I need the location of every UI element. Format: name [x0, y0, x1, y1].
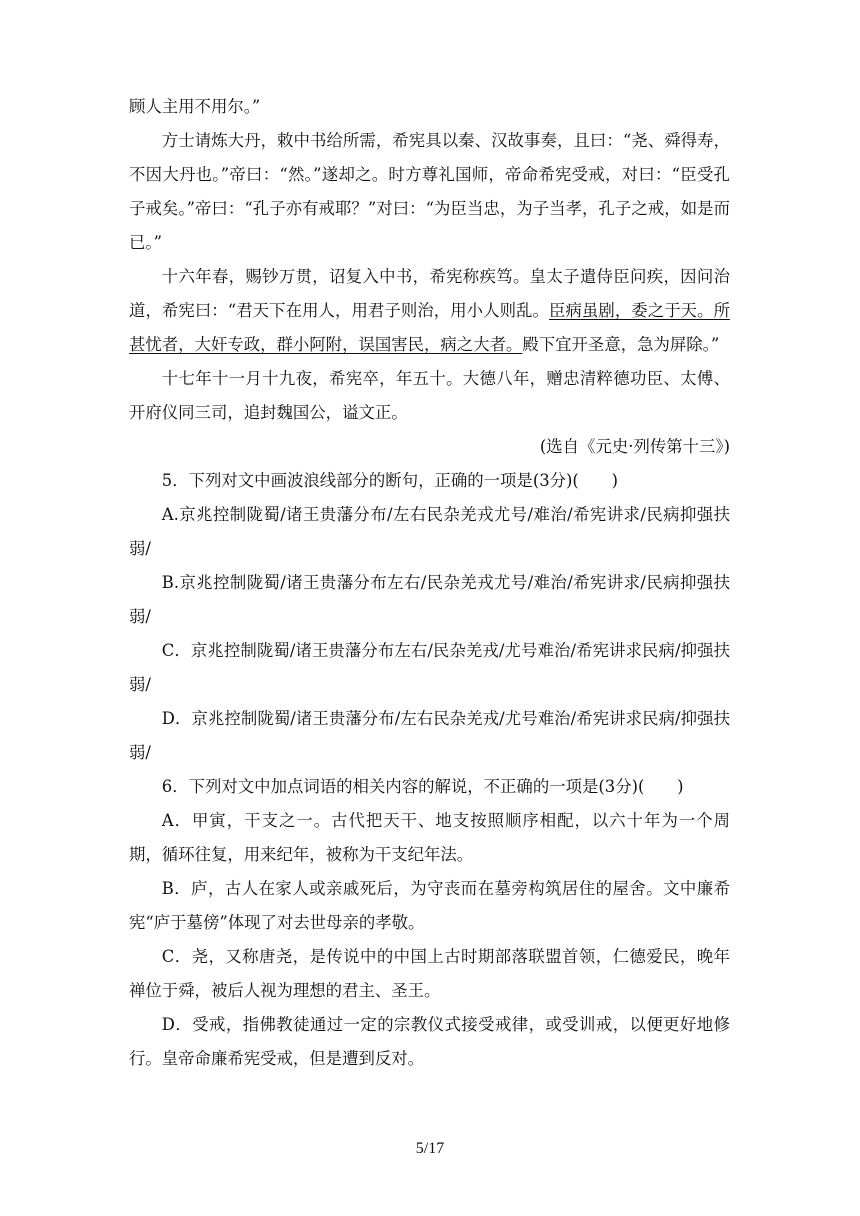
question-6-option-c: C．尧，又称唐尧，是传说中的中国上古时期部落联盟首领，仁德爱民，晚年禅位于舜，被后人视为理想的君主、圣王。: [129, 947, 730, 1000]
question-6-option-b: B．庐，古人在家人或亲戚死后，为守丧而在墓旁构筑居住的屋舍。文中廉希宪“庐于墓傍”体现了对去世母亲的孝敬。: [129, 879, 730, 932]
question-6-option-a: A．甲寅，干支之一。古代把天干、地支按照顺序相配，以六十年为一个周期，循环往复，用来纪年，被称为干支纪年法。: [129, 811, 730, 864]
underlined-sentence: 臣病虽剧，委之于天。所甚忧者，大奸专政，群小阿附，误国害民，病之大者。: [129, 301, 730, 354]
source-citation: (选自《元史·列传第十三》): [539, 437, 730, 456]
question-6-stem: 6．下列对文中加点词语的相关内容的解说，不正确的一项是(3分)( ): [161, 777, 684, 796]
passage-paragraph-4: 十七年十一月十九夜，希宪卒，年五十。大德八年，赠忠清粹德功臣、太傅、开府仪同三司，追封魏国公，谥文正。: [129, 369, 730, 422]
passage-paragraph-3-start: 十六年春，赐钞万贯，诏复入中书，希宪称疾笃。皇太子遣侍臣问疾，因问治道，希宪曰：“君天下在用人，用君子则治，用小人则乱。: [129, 267, 730, 320]
page-number: 5/17: [415, 1140, 445, 1157]
question-5-stem: 5．下列对文中画波浪线部分的断句，正确的一项是(3分)( ): [161, 471, 618, 490]
question-5-option-a: A.京兆控制陇蜀/诸王贵藩分布/左右民杂羌戎尤号/难治/希宪讲求/民病抑强扶弱/: [129, 505, 730, 558]
passage-paragraph-3-end: 殿下宜开圣意，急为屏除。”: [522, 335, 720, 354]
document-body: [129, 90, 730, 1076]
passage-paragraph-2: 方士请炼大丹，敕中书给所需，希宪具以秦、汉故事奏，且曰：“尧、舜得寿，不因大丹也。”帝曰：“然。”遂却之。时方尊礼国师，帝命希宪受戒，对曰：“臣受孔子戒矣。”帝曰：“孔子亦有戒耶？”对曰：“为臣当忠，为子当孝，孔子之戒，如是而已。”: [129, 131, 730, 252]
question-5-option-c: C．京兆控制陇蜀/诸王贵藩分布左右/民杂羌戎/尤号难治/希宪讲求民病/抑强扶弱/: [129, 641, 730, 694]
passage-paragraph-1: 顾人主用不用尔。”: [129, 97, 261, 116]
question-5-option-d: D．京兆控制陇蜀/诸王贵藩分布/左右民杂羌戎/尤号难治/希宪讲求民病/抑强扶弱/: [129, 709, 730, 762]
question-5-option-b: B.京兆控制陇蜀/诸王贵藩分布左右/民杂羌戎尤号/难治/希宪讲求/民病抑强扶弱/: [129, 573, 730, 626]
passage-paragraph-3: [129, 260, 730, 362]
question-6-option-d: D．受戒，指佛教徒通过一定的宗教仪式接受戒律，或受训戒，以便更好地修行。皇帝命廉希宪受戒，但是遭到反对。: [129, 1015, 730, 1068]
